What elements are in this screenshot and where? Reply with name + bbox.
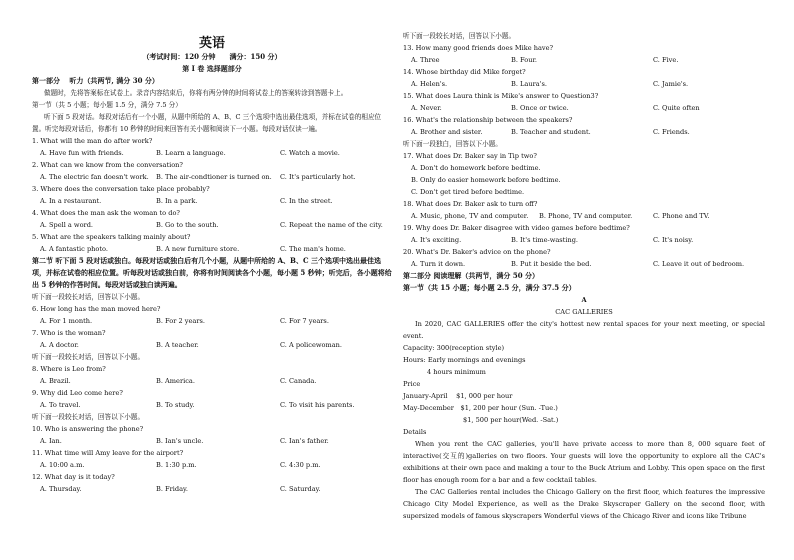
option-a: A. Brother and sister. [411, 128, 483, 136]
details-label: Details [403, 428, 427, 436]
question-7-options [32, 339, 392, 351]
option-b: B. It's time-wasting. [511, 236, 579, 244]
question-5-options [32, 243, 392, 255]
option-b: B. 1:30 p.m. [156, 461, 197, 469]
option-b: B. The air-condtioner is turned on. [156, 173, 272, 181]
question-7: 7. Who is the woman? [32, 329, 106, 337]
right-column [403, 30, 765, 522]
option-c: C. Five. [653, 56, 679, 64]
option-b: B. To study. [156, 401, 195, 409]
exam-info: （考试时间：120 分钟 满分：150 分） [142, 52, 282, 61]
part2-section1-heading: 第一节（共 15 小题；每小题 2.5 分，满分 37.5 分） [403, 283, 576, 292]
passage-intro: In 2020, CAC GALLERIES offer the city's hottest new rental spaces for your next meeting, or special event. [403, 320, 765, 340]
option-a: A. Brazil. [40, 377, 71, 385]
option-b: B. Go to the south. [156, 221, 219, 229]
question-9-options [32, 399, 392, 411]
option-b: B. Laura's. [511, 80, 547, 88]
option-c: C. In the street. [280, 197, 333, 205]
volume-title: 第 I 卷 选择题部分 [182, 64, 242, 73]
option-a: A. It's exciting. [411, 236, 462, 244]
question-13-options [403, 54, 765, 66]
option-c: C. Saturday. [280, 485, 321, 493]
option-c: C. Don't get tired before bedtime. [411, 188, 525, 196]
option-c: C. It's noisy. [653, 236, 694, 244]
option-c: C. To visit his parents. [280, 401, 355, 409]
listen-instruction: 听下面一段较长对话，回答以下小题。 [32, 413, 145, 421]
question-8: 8. Where is Leo from? [32, 365, 106, 373]
section1-heading: 第一节（共 5 小题；每小题 1.5 分，满分 7.5 分） [32, 101, 182, 109]
passage-letter: A [581, 296, 587, 304]
question-20-options [403, 258, 765, 270]
section1-instructions: 听下面 5 段对话。每段对话后有一个小题，从题中所给的 A、B、C 三个选项中选出最佳选项，并标在试卷的相应位置。听完每段对话后，你都有 10 秒钟的时间来回答有关小题和阅读下一小题。每段对话仅读一遍。 [32, 113, 382, 133]
part2-heading: 第二部分 阅读理解（共两节，满分 50 分） [403, 271, 540, 280]
page-title: 英语 [198, 36, 225, 51]
price-may-dec: May-December $1, 200 per hour (Sun. -Tue.) [403, 404, 558, 412]
option-a: A. Turn it down. [411, 260, 466, 268]
option-b: B. A new furniture store. [156, 245, 240, 253]
option-a: A. Don't do homework before bedtime. [411, 164, 541, 172]
option-a: A. Helen's. [411, 80, 448, 88]
option-c: C. It's particularly hot. [280, 173, 356, 181]
option-a: A. 10:00 a.m. [40, 461, 85, 469]
question-20: 20. What's Dr. Baker's advice on the phone? [403, 248, 551, 256]
option-b: B. Learn a language. [156, 149, 226, 157]
listen-instruction: 听下面一段独白，回答以下小题。 [403, 140, 502, 148]
option-a: A. In a restaurant. [40, 197, 102, 205]
listen-instruction: 听下面一段较长对话，回答以下小题。 [32, 353, 145, 361]
option-b: B. Put it beside the bed. [511, 260, 592, 268]
hours-minimum: 4 hours minimum [427, 368, 486, 376]
question-19: 19. Why does Dr. Baker disagree with video games before bedtime? [403, 224, 630, 232]
option-a: A. For 1 month. [40, 317, 93, 325]
listen-instruction: 听下面一段较长对话，回答以下小题。 [32, 293, 145, 301]
details-paragraph-2: The CAC Galleries rental includes the Chicago Gallery on the first floor, which features the impressive Chicago City Model Experience, as well as the Drake Skyscraper Gallery on the second floor, with supersized models of famous skyscrapers Wonderful views of the Chicago River and icons like Tribune [403, 488, 765, 520]
option-a: A. A fantastic photo. [40, 245, 108, 253]
price-label: Price [403, 380, 421, 388]
question-14: 14. Whose birthday did Mike forget? [403, 68, 526, 76]
option-c: C. The man's home. [280, 245, 346, 253]
question-1: 1. What will the man do after work? [32, 137, 153, 145]
question-6: 6. How long has the man moved here? [32, 305, 161, 313]
question-19-options [403, 234, 765, 246]
option-a: A. To travel. [40, 401, 81, 409]
option-b: B. Friday. [156, 485, 188, 493]
question-12-options [32, 483, 392, 495]
question-15: 15. What does Laura think is Mike's answer to Question3? [403, 92, 599, 100]
option-c: C. Ian's father. [280, 437, 329, 445]
question-8-options [32, 375, 392, 387]
option-b: B. A teacher. [156, 341, 199, 349]
option-c: C. A policewoman. [280, 341, 343, 349]
option-b: B. Four. [511, 56, 537, 64]
option-c: C. Watch a movie. [280, 149, 340, 157]
option-b: B. Phone, TV and computer. [539, 212, 633, 220]
question-1-options [32, 147, 392, 159]
question-5: 5. What are the speakers talking mainly about? [32, 233, 191, 241]
option-c: C. Jamie's. [653, 80, 689, 88]
option-a: A. Three [411, 56, 440, 64]
price-jan-apr: January-April $1, 000 per hour [403, 392, 513, 400]
question-3: 3. Where does the conversation take place probably? [32, 185, 210, 193]
question-11-options [32, 459, 392, 471]
option-a: A. Spell a word. [40, 221, 94, 229]
question-15-options [403, 102, 765, 114]
question-3-options [32, 195, 392, 207]
question-2-options [32, 171, 392, 183]
left-column [32, 0, 392, 495]
question-11: 11. What time will Amy leave for the airport? [32, 449, 184, 457]
option-c: C. For 7 years. [280, 317, 329, 325]
question-9: 9. Why did Leo come here? [32, 389, 123, 397]
option-b: B. Ian's uncle. [156, 437, 204, 445]
question-16-options [403, 126, 765, 138]
option-c: C. Repeat the name of the city. [280, 221, 383, 229]
option-a: A. Ian. [40, 437, 62, 445]
option-a: A. Have fun with friends. [40, 149, 124, 157]
section2-heading: 第二节 听下面 5 段对话或独白。每段对话或独白后有几个小题，从题中所给的 A、B、C 三个选项中选出最佳选项，并标在试卷的相应位置。听每段对话或独白前，你将有时间阅读各个小题，每小题 5 秒钟；听完后，各小题将给出 5 秒钟的作答时间。每段对话或独白读两遍。 [32, 256, 392, 289]
question-18: 18. What does Dr. Baker ask to turn off? [403, 200, 538, 208]
option-a: A. A doctor. [40, 341, 79, 349]
part1-heading: 第一部分 听力（共两节, 满分 30 分） [32, 76, 159, 85]
option-c: C. 4:30 p.m. [280, 461, 321, 469]
hours: Hours: Early mornings and evenings [403, 356, 526, 364]
question-6-options [32, 315, 392, 327]
price-may-dec-weekend: $1, 500 per hour(Wed. -Sat.) [463, 416, 559, 424]
option-a: A. Never. [411, 104, 442, 112]
passage-title: CAC GALLERIES [555, 308, 613, 316]
question-10: 10. Who is answering the phone? [32, 425, 144, 433]
option-c: C. Friends. [653, 128, 690, 136]
option-b: B. Once or twice. [511, 104, 569, 112]
option-c: C. Canada. [280, 377, 317, 385]
option-a: A. Thursday. [40, 485, 82, 493]
option-b: B. In a park. [156, 197, 198, 205]
option-c: C. Phone and TV. [653, 212, 710, 220]
question-17: 17. What does Dr. Baker say in Tip two? [403, 152, 537, 160]
option-b: B. Teacher and student. [511, 128, 591, 136]
question-4-options [32, 219, 392, 231]
capacity: Capacity: 300(reception style) [403, 344, 505, 352]
question-18-options [403, 210, 765, 222]
question-4: 4. What does the man ask the woman to do? [32, 209, 180, 217]
question-10-options [32, 435, 392, 447]
question-13: 13. How many good friends does Mike have? [403, 44, 554, 52]
listen-instruction: 听下面一段较长对话，回答以下小题。 [403, 32, 516, 40]
question-14-options [403, 78, 765, 90]
option-a: A. Music, phone, TV and computer. [411, 212, 529, 220]
option-a: A. The electric fan doesn't work. [40, 173, 149, 181]
option-b: B. Only do easier homework before bedtime. [411, 176, 561, 184]
option-c: C. Leave it out of bedroom. [653, 260, 745, 268]
option-b: B. America. [156, 377, 195, 385]
question-12: 12. What day is it today? [32, 473, 115, 481]
question-16: 16. What's the relationship between the speakers? [403, 116, 573, 124]
details-paragraph-1: When you rent the CAC galleries, you'll have private access to more than 8, 000 square feet of interactive(交互的)galleries on two floors. Your guests will love the opportunity to explore all the CAC's exhibitions at their own pace and making a tour to the Buck Atrium and Lobby. This open space on the first floor has enough room for a bar and a few cocktail tables. [403, 440, 765, 484]
option-c: C. Quite often [653, 104, 700, 112]
question-2: 2. What can we know from the conversation? [32, 161, 183, 169]
option-b: B. For 2 years. [156, 317, 205, 325]
part1-intro: 做题时，先将答案标在试卷上。录音内容结束后，你将有两分钟的时间将试卷上的答案转涂到答题卡上。 [44, 89, 348, 97]
